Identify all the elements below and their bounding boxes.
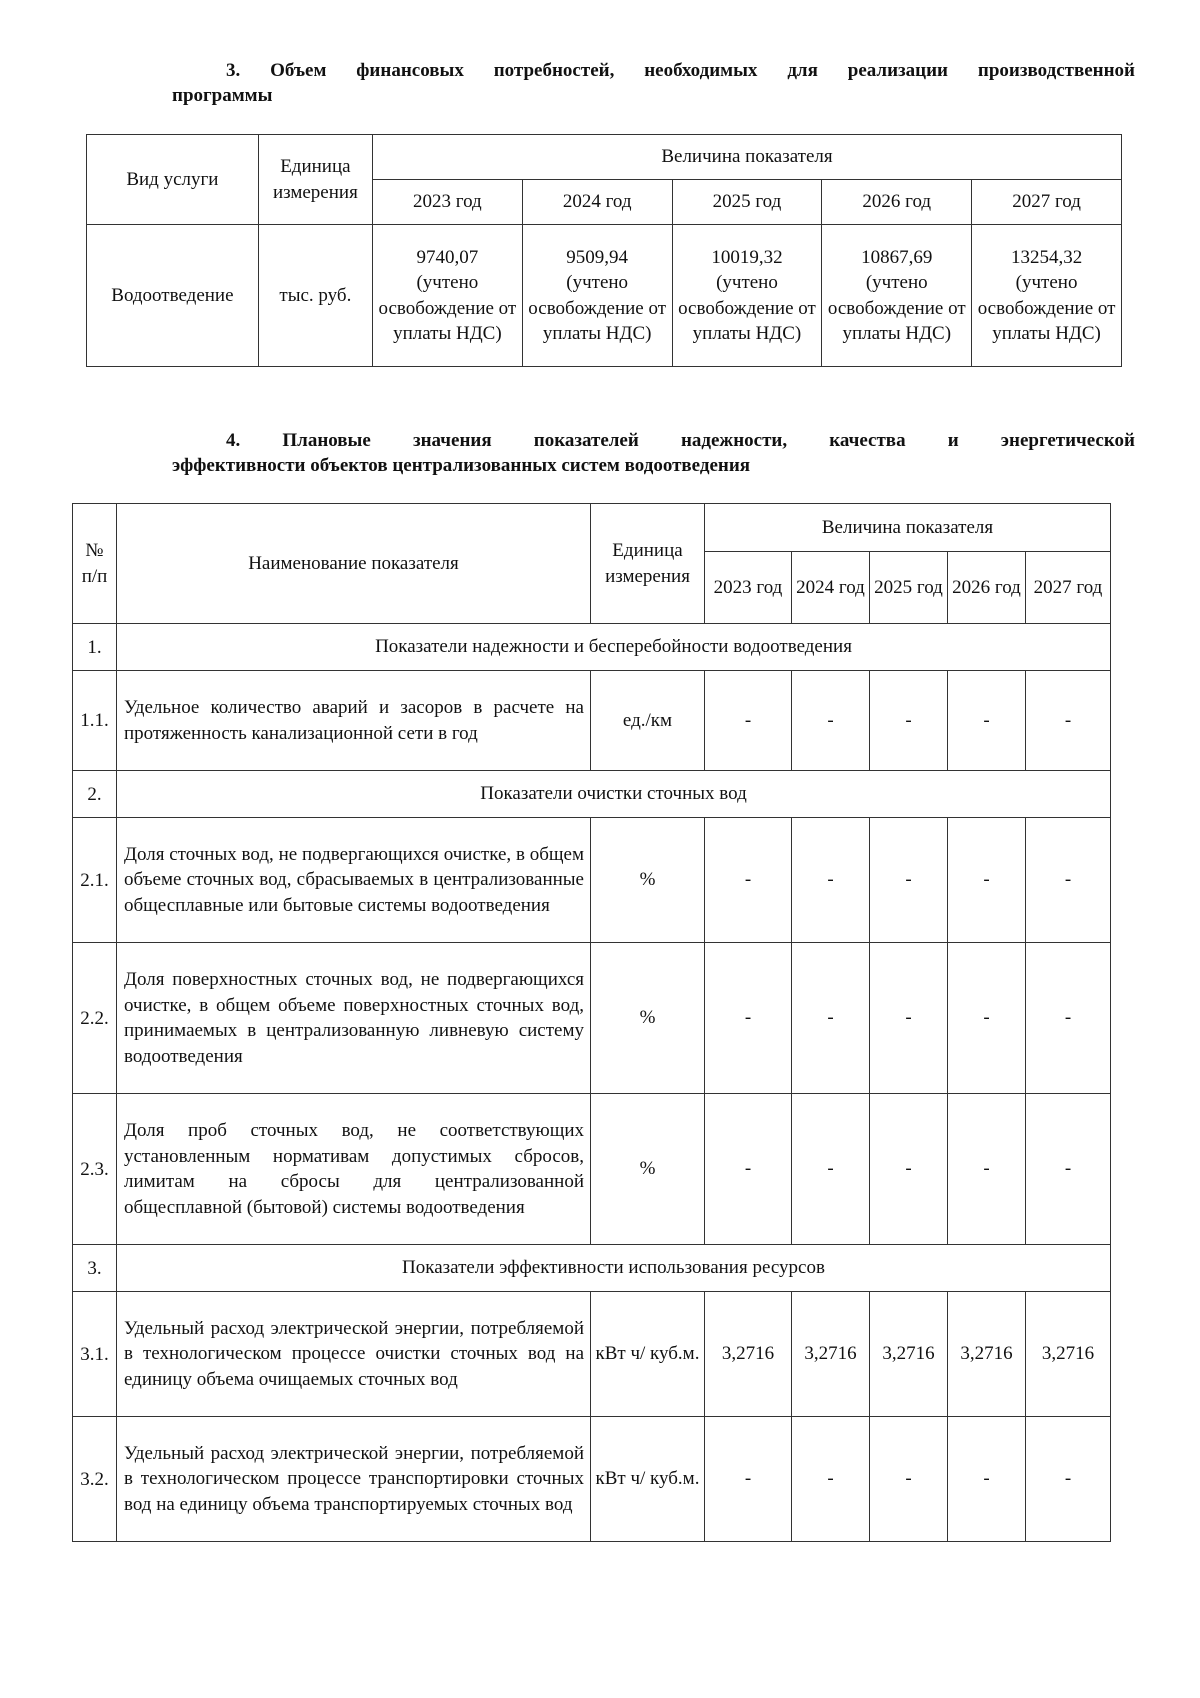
value-amount: 9509,94	[566, 246, 629, 268]
row-unit: %	[591, 943, 705, 1094]
section-4-title-line1: 4. Плановые значения показателей надежности, качества и энергетической	[226, 430, 1135, 451]
value-cell	[822, 225, 972, 367]
value-note: (учтено освобождение от уплаты НДС)	[378, 272, 517, 344]
service-cell: Водоотведение	[87, 225, 259, 367]
row-value: -	[705, 1417, 792, 1542]
row-value: -	[870, 818, 948, 943]
row-value: 3,2716	[948, 1292, 1026, 1417]
value-cell	[972, 225, 1122, 367]
row-value: -	[948, 1417, 1026, 1542]
value-note: (учтено освобождение от уплаты НДС)	[827, 272, 966, 344]
value-cell	[372, 225, 522, 367]
header-service: Вид услуги	[87, 135, 259, 225]
row-value: 3,2716	[792, 1292, 870, 1417]
row-name: Удельное количество аварий и засоров в расчете на протяженность канализационной сети в год	[117, 671, 591, 771]
indicators-table	[72, 503, 1111, 1542]
section-row	[73, 1245, 1111, 1292]
row-value: -	[705, 671, 792, 771]
unit-cell: тыс. руб.	[258, 225, 372, 367]
row-value: -	[792, 818, 870, 943]
row-name: Доля проб сточных вод, не соответствующих установленным нормативам допустимых сбросов, лимитам на сбросы для централизованной общесплавной (бытовой) системы водоотведения	[117, 1094, 591, 1245]
section-4-heading	[172, 428, 1135, 478]
value-amount: 9740,07	[416, 246, 479, 268]
row-value: -	[705, 818, 792, 943]
table-row	[73, 818, 1111, 943]
value-cell	[672, 225, 822, 367]
row-value: 3,2716	[1026, 1292, 1111, 1417]
row-value: -	[948, 1094, 1026, 1245]
row-value: -	[1026, 943, 1111, 1094]
row-unit: кВт ч/ куб.м.	[591, 1292, 705, 1417]
header-year: 2023 год	[705, 552, 792, 624]
section-num: 2.	[73, 771, 117, 818]
header-year: 2027 год	[1026, 552, 1111, 624]
row-unit: %	[591, 1094, 705, 1245]
row-num: 2.1.	[73, 818, 117, 943]
row-value: -	[870, 1417, 948, 1542]
section-title: Показатели надежности и бесперебойности водоотведения	[117, 624, 1111, 671]
value-note: (учтено освобождение от уплаты НДС)	[977, 272, 1116, 344]
row-value: -	[705, 943, 792, 1094]
row-value: -	[870, 1094, 948, 1245]
row-value: 3,2716	[870, 1292, 948, 1417]
row-unit: %	[591, 818, 705, 943]
financial-needs-table	[86, 134, 1122, 367]
row-value: -	[870, 943, 948, 1094]
header-year: 2027 год	[972, 180, 1122, 225]
table-row	[73, 671, 1111, 771]
row-unit: ед./км	[591, 671, 705, 771]
value-amount: 10867,69	[861, 246, 933, 268]
row-num: 3.2.	[73, 1417, 117, 1542]
header-value-group: Величина показателя	[705, 504, 1111, 552]
row-unit: кВт ч/ куб.м.	[591, 1417, 705, 1542]
row-value: -	[792, 943, 870, 1094]
table-row	[73, 943, 1111, 1094]
header-year: 2023 год	[372, 180, 522, 225]
table-row	[73, 1292, 1111, 1417]
row-name: Доля сточных вод, не подвергающихся очистке, в общем объеме сточных вод, сбрасываемых в централизованные общесплавные или бытовые системы водоотведения	[117, 818, 591, 943]
row-value: -	[948, 818, 1026, 943]
section-row	[73, 771, 1111, 818]
header-year: 2024 год	[792, 552, 870, 624]
section-3-heading	[172, 58, 1135, 108]
row-value: -	[948, 943, 1026, 1094]
row-name: Удельный расход электрической энергии, потребляемой в технологическом процессе очистки сточных вод на единицу объема очищаемых сточных вод	[117, 1292, 591, 1417]
row-value: -	[948, 671, 1026, 771]
header-unit: Единица измерения	[591, 504, 705, 624]
section-3-title-line2: программы	[172, 85, 273, 106]
row-value: 3,2716	[705, 1292, 792, 1417]
row-value: -	[705, 1094, 792, 1245]
header-name: Наименование показателя	[117, 504, 591, 624]
section-num: 1.	[73, 624, 117, 671]
row-value: -	[1026, 671, 1111, 771]
table-row	[73, 1417, 1111, 1542]
section-3-title-line1: 3. Объем финансовых потребностей, необходимых для реализации производственной	[226, 60, 1135, 81]
header-num: № п/п	[73, 504, 117, 624]
value-note: (учтено освобождение от уплаты НДС)	[528, 272, 667, 344]
header-year: 2025 год	[870, 552, 948, 624]
row-value: -	[792, 1094, 870, 1245]
row-name: Доля поверхностных сточных вод, не подвергающихся очистке, в общем объеме поверхностных сточных вод, принимаемых в централизованную ливневую систему водоотведения	[117, 943, 591, 1094]
section-row	[73, 624, 1111, 671]
header-year: 2026 год	[948, 552, 1026, 624]
header-value-group: Величина показателя	[372, 135, 1121, 180]
header-year: 2024 год	[522, 180, 672, 225]
section-title: Показатели очистки сточных вод	[117, 771, 1111, 818]
value-cell	[522, 225, 672, 367]
row-value: -	[792, 1417, 870, 1542]
header-year: 2025 год	[672, 180, 822, 225]
row-num: 1.1.	[73, 671, 117, 771]
row-value: -	[1026, 1094, 1111, 1245]
section-4-title-line2: эффективности объектов централизованных систем водоотведения	[172, 455, 751, 476]
header-year: 2026 год	[822, 180, 972, 225]
section-title: Показатели эффективности использования ресурсов	[117, 1245, 1111, 1292]
row-value: -	[1026, 818, 1111, 943]
row-num: 2.3.	[73, 1094, 117, 1245]
value-amount: 13254,32	[1010, 246, 1083, 268]
value-amount: 10019,32	[711, 246, 783, 268]
row-num: 2.2.	[73, 943, 117, 1094]
row-value: -	[870, 671, 948, 771]
header-unit: Единица измерения	[258, 135, 372, 225]
row-value: -	[1026, 1417, 1111, 1542]
table-row	[87, 225, 1122, 367]
table-row	[73, 1094, 1111, 1245]
row-name: Удельный расход электрической энергии, потребляемой в технологическом процессе транспортировки сточных вод на единицу объема транспортируемых сточных вод	[117, 1417, 591, 1542]
row-num: 3.1.	[73, 1292, 117, 1417]
section-num: 3.	[73, 1245, 117, 1292]
row-value: -	[792, 671, 870, 771]
value-note: (учтено освобождение от уплаты НДС)	[678, 272, 816, 344]
